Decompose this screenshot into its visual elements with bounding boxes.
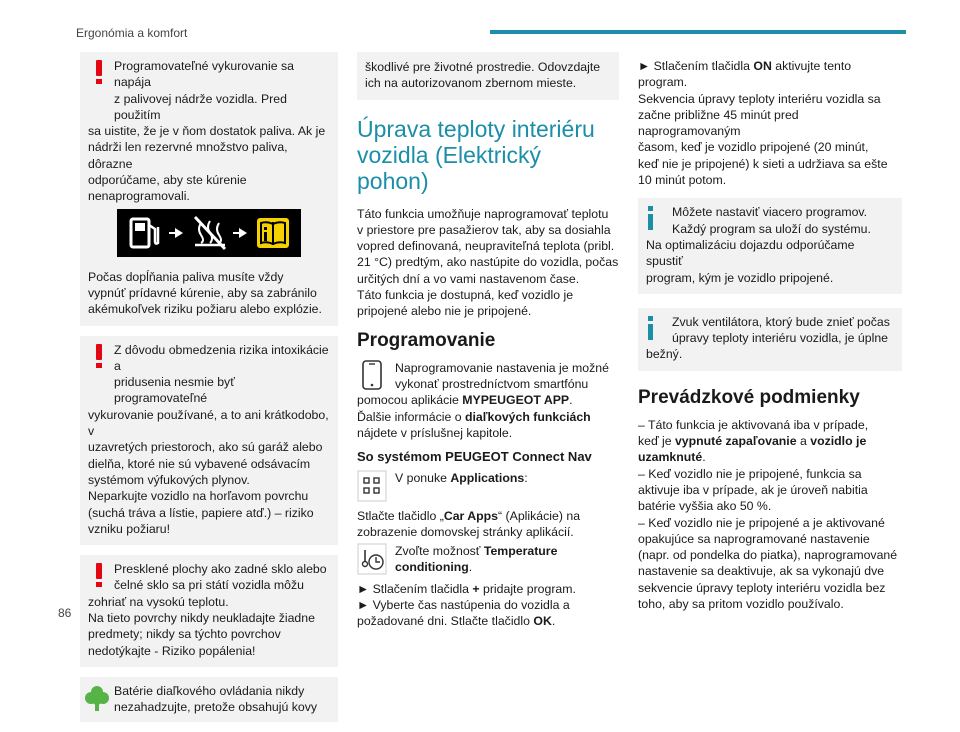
text-line: vzniku požiaru! xyxy=(88,521,171,536)
operating-conditions-heading: Prevádzkové podmienky xyxy=(638,386,860,408)
operating-conditions-list xyxy=(638,417,902,613)
eco-box-continued xyxy=(357,52,619,100)
text-line: vykonať prostredníctvom smartfónu xyxy=(395,376,589,391)
page-number: 86 xyxy=(58,606,72,620)
text-line: zobrazenie domovskej stránky aplikácií. xyxy=(357,525,574,540)
fuel-pump-heater-book-icon xyxy=(117,209,301,257)
info-i-icon xyxy=(648,315,670,341)
text-line: pripojené alebo nie je pripojené. xyxy=(357,304,532,319)
text-line: bežný. xyxy=(646,347,683,362)
column-1 xyxy=(80,52,338,732)
info-box-fan-noise xyxy=(638,308,902,371)
text-line: nájdete v príslušnej kapitole. xyxy=(357,425,513,440)
text-line: uzamknuté. xyxy=(638,450,706,465)
eco-box-batteries xyxy=(80,677,338,722)
text-line: Programovateľné vykurovanie sa napája xyxy=(114,59,294,90)
column-2 xyxy=(357,52,619,630)
text-line: sekvencie úpravy teploty interiéru vozidla bez xyxy=(638,580,886,595)
text-line: batérie vyššia ako 50 %. xyxy=(638,499,772,514)
eco-tree-icon xyxy=(84,684,110,712)
warning-exclamation-icon xyxy=(88,59,110,85)
text-line: Môžete nastaviť viacero programov. xyxy=(672,205,868,220)
text-line: pridusenia nesmie byť programovateľné xyxy=(114,375,235,406)
smartphone-instruction xyxy=(357,360,619,441)
text-line: čelné sklo sa pri státí vozidla môžu xyxy=(114,578,305,593)
warning-box-fuel xyxy=(80,52,338,326)
text-line: v priestore pre pasažierov tak, aby sa dosiahla xyxy=(357,222,611,237)
text-line: nastavenie sa deaktivuje, ak sa vykonajú dve xyxy=(638,564,885,579)
fuel-heater-pictogram xyxy=(88,209,330,257)
text-line: Počas dopĺňania paliva musíte vždy xyxy=(88,269,284,284)
info-box-programs xyxy=(638,198,902,293)
text-line: sa uistite, že je v ňom dostatok paliva. Ak je xyxy=(88,124,326,139)
text-line: Stlačte tlačidlo „Car Apps“ (Aplikácie) na xyxy=(357,509,581,524)
text-line: nedotýkajte - Riziko popálenia! xyxy=(88,643,256,658)
text-line: dielňa, ktoré nie sú vybavené odsávacím xyxy=(88,456,311,471)
text-line: Batérie diaľkového ovládania nikdy xyxy=(114,683,305,698)
temperature-conditioning-line: Zvoľte možnosť Temperature conditioning. xyxy=(357,543,619,577)
info-i-icon xyxy=(648,205,670,231)
text-line: nezahadzujte, pretože obsahujú kovy xyxy=(114,700,318,715)
text-line: – Táto funkcia je aktivovaná iba v prípade, xyxy=(638,417,869,432)
programming-heading: Programovanie xyxy=(357,329,496,351)
text-line: požadované dni. Stlačte tlačidlo OK. xyxy=(357,614,556,629)
warning-box-intoxication xyxy=(80,336,338,546)
text-line: pomocou aplikácie MYPEUGEOT APP. xyxy=(357,393,573,408)
text-line: systémom výfukových plynov. xyxy=(88,472,250,487)
on-button-paragraph xyxy=(638,58,902,188)
text-line: predmety; nikdy sa týchto povrchov xyxy=(88,627,281,642)
text-line: Na optimalizáciu dojazdu odporúčame spustiť xyxy=(646,237,855,269)
temperature-clock-icon xyxy=(357,543,387,575)
text-line: časom, keď je vozidlo pripojené (20 minút, xyxy=(638,140,869,155)
section-title-line: Úprava teploty interiéru xyxy=(357,115,595,142)
text-line: Na tieto povrchy nikdy neukladajte žiadne xyxy=(88,611,315,626)
text-line: Zvuk ventilátora, ktorý bude znieť počas xyxy=(672,314,890,329)
text-line: Z dôvodu obmedzenia rizika intoxikácie a xyxy=(114,342,329,373)
section-title xyxy=(357,116,619,194)
text-line: (suchá tráva a lístie, papiere atď.) – riziko xyxy=(88,505,314,520)
text-line: Neparkujte vozidlo na horľavom povrchu xyxy=(88,489,309,504)
text-line: – Keď vozidlo nie je pripojené, funkcia sa xyxy=(638,466,862,481)
text-line: vopred definovaná, neupraviteľná teplota (pribl. xyxy=(357,239,615,254)
text-line: nádrži len rezervné množstvo paliva, dôrazne xyxy=(88,140,288,171)
warning-exclamation-icon xyxy=(88,343,110,369)
text-line: vykurovanie používané, a to ani krátkodobo, v xyxy=(88,407,329,439)
warning-exclamation-icon xyxy=(88,562,110,588)
connect-nav-heading: So systémom PEUGEOT Connect Nav xyxy=(357,449,592,465)
text-line: Naprogramovanie nastavenia je možné xyxy=(395,360,609,375)
text-line: škodlivé pre životné prostredie. Odovzdajte xyxy=(365,60,601,74)
text-line: – Keď vozidlo nie je pripojené a je aktivované xyxy=(638,515,885,530)
applications-grid-icon xyxy=(357,470,387,502)
text-line: aktivuje iba v prípade, ak je úroveň nabitia xyxy=(638,482,868,497)
text-line: nenaprogramovali. xyxy=(88,189,190,204)
text-line: Táto funkcia je dostupná, keď vozidlo je xyxy=(357,288,574,303)
header-accent-bar xyxy=(490,30,906,34)
text-line: ich na autorizovanom zbernom mieste. xyxy=(365,76,577,91)
header-section-title: Ergonómia a komfort xyxy=(76,26,188,40)
text-line: akémukoľvek riziku požiaru alebo explózie. xyxy=(88,302,322,317)
text-line: vypnúť prídavné kúrenie, aby sa zabránilo xyxy=(88,285,317,300)
text-line: keď je vypnuté zapaľovanie a vozidlo je xyxy=(638,434,867,449)
text-line: ► Stlačením tlačidla + pridajte program. xyxy=(357,581,576,596)
text-line: odporúčame, aby ste kúrenie xyxy=(88,173,247,188)
text-line: program, kým je vozidlo pripojené. xyxy=(646,270,834,285)
smartphone-icon xyxy=(361,360,383,390)
text-line: Každý program sa uloží do systému. xyxy=(672,221,871,236)
applications-menu-line: V ponuke Applications: xyxy=(357,470,619,504)
text-line: 21 °C) predtým, ako nastúpite do vozidla, počas xyxy=(357,255,619,270)
text-line: 10 minút potom. xyxy=(638,173,727,188)
text-line: keď nie je pripojené) k sieti a udržiava sa ešte xyxy=(638,156,888,171)
text-line: začne približne 45 minút pred naprogramovaným xyxy=(638,107,799,139)
text-line: úpravy teploty interiéru vozidla, je úplne xyxy=(672,331,889,346)
section-title-line: vozidla (Elektrický pohon) xyxy=(357,141,542,194)
text-line: opakujúce sa naprogramované nastavenie xyxy=(638,531,870,546)
text-line: program. xyxy=(638,75,688,90)
column-3 xyxy=(638,58,902,612)
text-line: toho, aby sa pritom vozidlo používalo. xyxy=(638,597,844,612)
text-line: zohriať na vysokú teplotu. xyxy=(88,594,229,609)
text-line: Sekvencia úpravy teploty interiéru vozidla sa xyxy=(638,91,881,106)
text-line: Táto funkcia umožňuje naprogramovať teplotu xyxy=(357,206,609,221)
intro-paragraph xyxy=(357,206,619,320)
text-line: určitých dní a vo vami nastavenom čase. xyxy=(357,271,580,286)
text-line: ► Vyberte čas nastúpenia do vozidla a xyxy=(357,598,570,613)
text-line: Presklené plochy ako zadné sklo alebo xyxy=(114,562,327,577)
text-line: Ďalšie informácie o diaľkových funkciách xyxy=(357,409,591,424)
text-line: z palivovej nádrže vozidla. Pred použitím xyxy=(114,91,287,122)
text-line: uzavretých priestoroch, ako sú garáž alebo xyxy=(88,440,323,455)
warning-box-glass xyxy=(80,555,338,667)
text-line: (napr. od pondelka do piatka), naprogramované xyxy=(638,548,898,563)
text-line: ► Stlačením tlačidla ON aktivujte tento xyxy=(638,59,852,73)
